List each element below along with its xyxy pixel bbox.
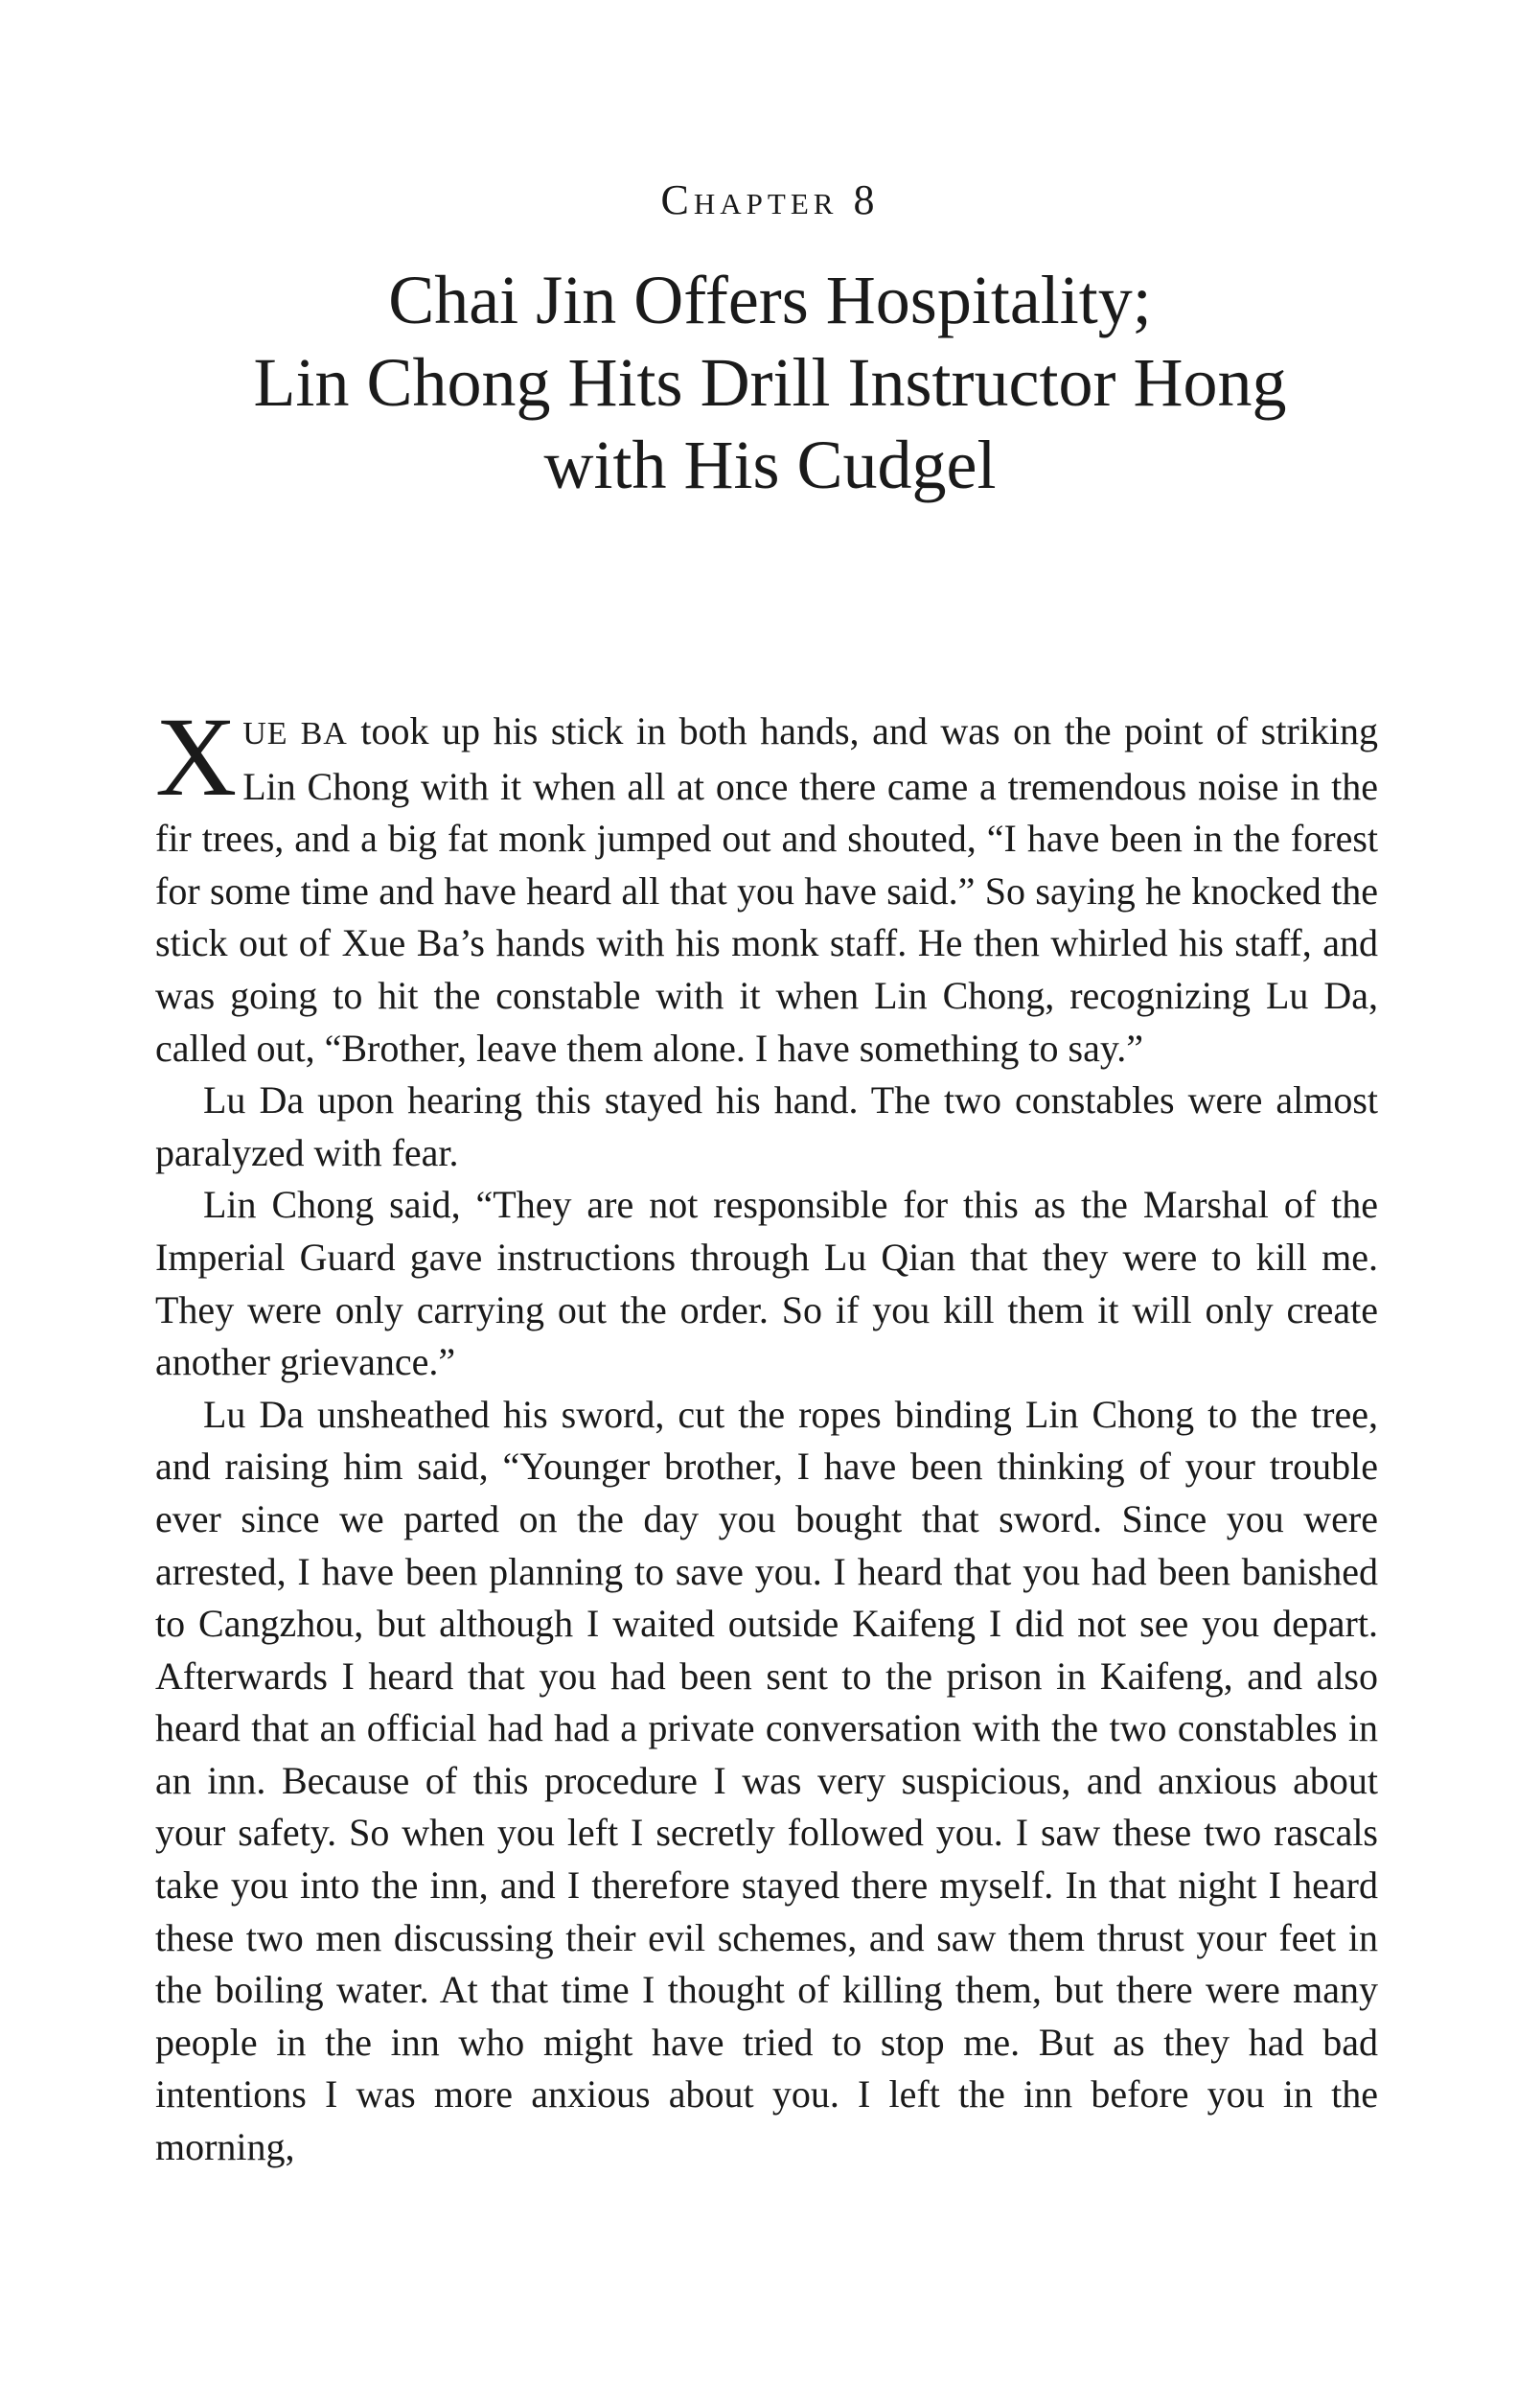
paragraph: Lu Da upon hearing this stayed his hand. The two constables were almost paralyzed with fear. <box>155 1078 1378 1174</box>
body-text <box>155 694 1378 2174</box>
paragraph: Lin Chong said, “They are not responsible for this as the Marshal of the Imperial Guard gave instructions through Lu Qian that they were to kill me. They were only carrying out the order. So if you kill them it will only create another grievance.” <box>155 1183 1378 1384</box>
chapter-title-line: Chai Jin Offers Hospitality; <box>388 262 1152 338</box>
chapter-title-line: with His Cudgel <box>543 427 997 503</box>
paragraph <box>155 694 1378 1075</box>
chapter-title-line: Lin Chong Hits Drill Instructor Hong <box>253 344 1287 421</box>
opening-small-caps: UE BA <box>242 716 348 752</box>
chapter-title <box>0 259 1540 506</box>
chapter-label: Chapter 8 <box>660 176 880 223</box>
paragraph-text: took up his stick in both hands, and was on the point of striking Lin Chong with it when all at once there came a tremendous noise in the fir trees, and a big fat monk jumped out and shouted, “I have been in the forest for some time and have heard all that you have said.” So saying he knocked the stick out of Xue Ba’s hands with his monk staff. He then whirled his staff, and was going to hit the constable with it when Lin Chong, recognizing Lu Da, called out, “Brother, leave them alone. I have something to say.” <box>155 709 1378 1070</box>
paragraph: Lu Da unsheathed his sword, cut the ropes binding Lin Chong to the tree, and raising him said, “Younger brother, I have been thinking of your trouble ever since we parted on the day you bought that sword. Since you were arrested, I have been planning to save you. I heard that you had been banished to Cangzhou, but although I waited outside Kaifeng I did not see you depart. Afterwards I heard that you had been sent to the prison in Kaifeng, and also heard that an official had had a private conversation with the two constables in an inn. Because of this procedure I was very suspicious, and anxious about your safety. So when you left I secretly followed you. I saw these two rascals take you into the inn, and I therefore stayed there myself. In that night I heard these two men discussing their evil schemes, and saw them thrust your feet in the boiling water. At that time I thought of killing them, but there were many people in the inn who might have tried to stop me. But as they had bad intentions I was more anxious about you. I left the inn before you in the morning, <box>155 1392 1378 2169</box>
drop-cap: X <box>155 694 238 820</box>
